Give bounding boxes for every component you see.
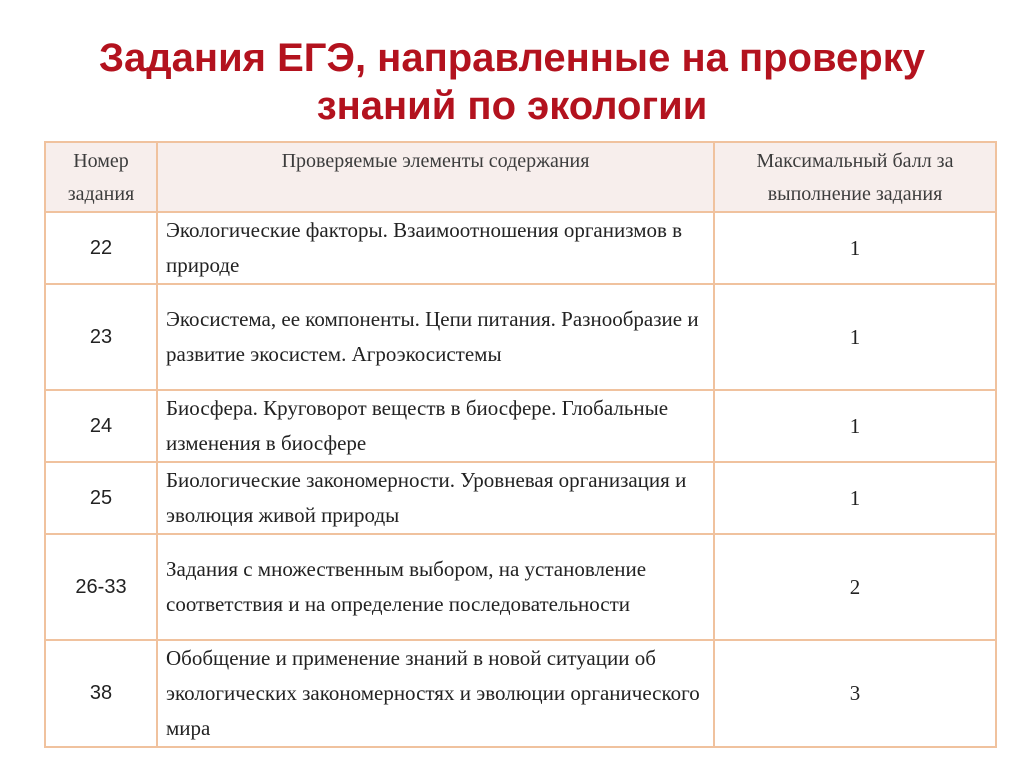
task-number: 22 (45, 212, 157, 284)
task-number: 38 (45, 640, 157, 747)
table-row (45, 284, 996, 390)
task-content: Биологические закономерности. Уровневая организация и эволюция живой природы (157, 462, 714, 534)
task-number: 26-33 (45, 534, 157, 640)
table-row (45, 212, 996, 284)
page-title-line-2: знаний по экологии (316, 84, 708, 128)
task-max-score: 1 (714, 390, 996, 462)
task-content: Биосфера. Круговорот веществ в биосфере. Глобальные изменения в биосфере (157, 390, 714, 462)
page-title-line-1: Задания ЕГЭ, направленные на проверку (98, 36, 925, 80)
task-content: Экологические факторы. Взаимоотношения организмов в природе (157, 212, 714, 284)
page-title (0, 34, 1024, 130)
task-number: 25 (45, 462, 157, 534)
task-max-score: 1 (714, 212, 996, 284)
task-max-score: 1 (714, 462, 996, 534)
table-header-row (45, 142, 996, 212)
task-content: Обобщение и применение знаний в новой ситуации об экологических закономерностях и эволюции органического мира (157, 640, 714, 747)
exam-tasks-table (44, 141, 997, 748)
task-number: 24 (45, 390, 157, 462)
table-row (45, 462, 996, 534)
header-task-number: Номер задания (45, 142, 157, 212)
table-row (45, 534, 996, 640)
task-content: Экосистема, ее компоненты. Цепи питания. Разнообразие и развитие экосистем. Агроэкосистемы (157, 284, 714, 390)
header-content-elements: Проверяемые элементы содержания (157, 142, 714, 212)
task-max-score: 1 (714, 284, 996, 390)
task-max-score: 2 (714, 534, 996, 640)
header-max-score: Максимальный балл за выполнение задания (714, 142, 996, 212)
table-row (45, 390, 996, 462)
table-row (45, 640, 996, 747)
task-max-score: 3 (714, 640, 996, 747)
task-content: Задания с множественным выбором, на установление соответствия и на определение последовательности (157, 534, 714, 640)
task-number: 23 (45, 284, 157, 390)
